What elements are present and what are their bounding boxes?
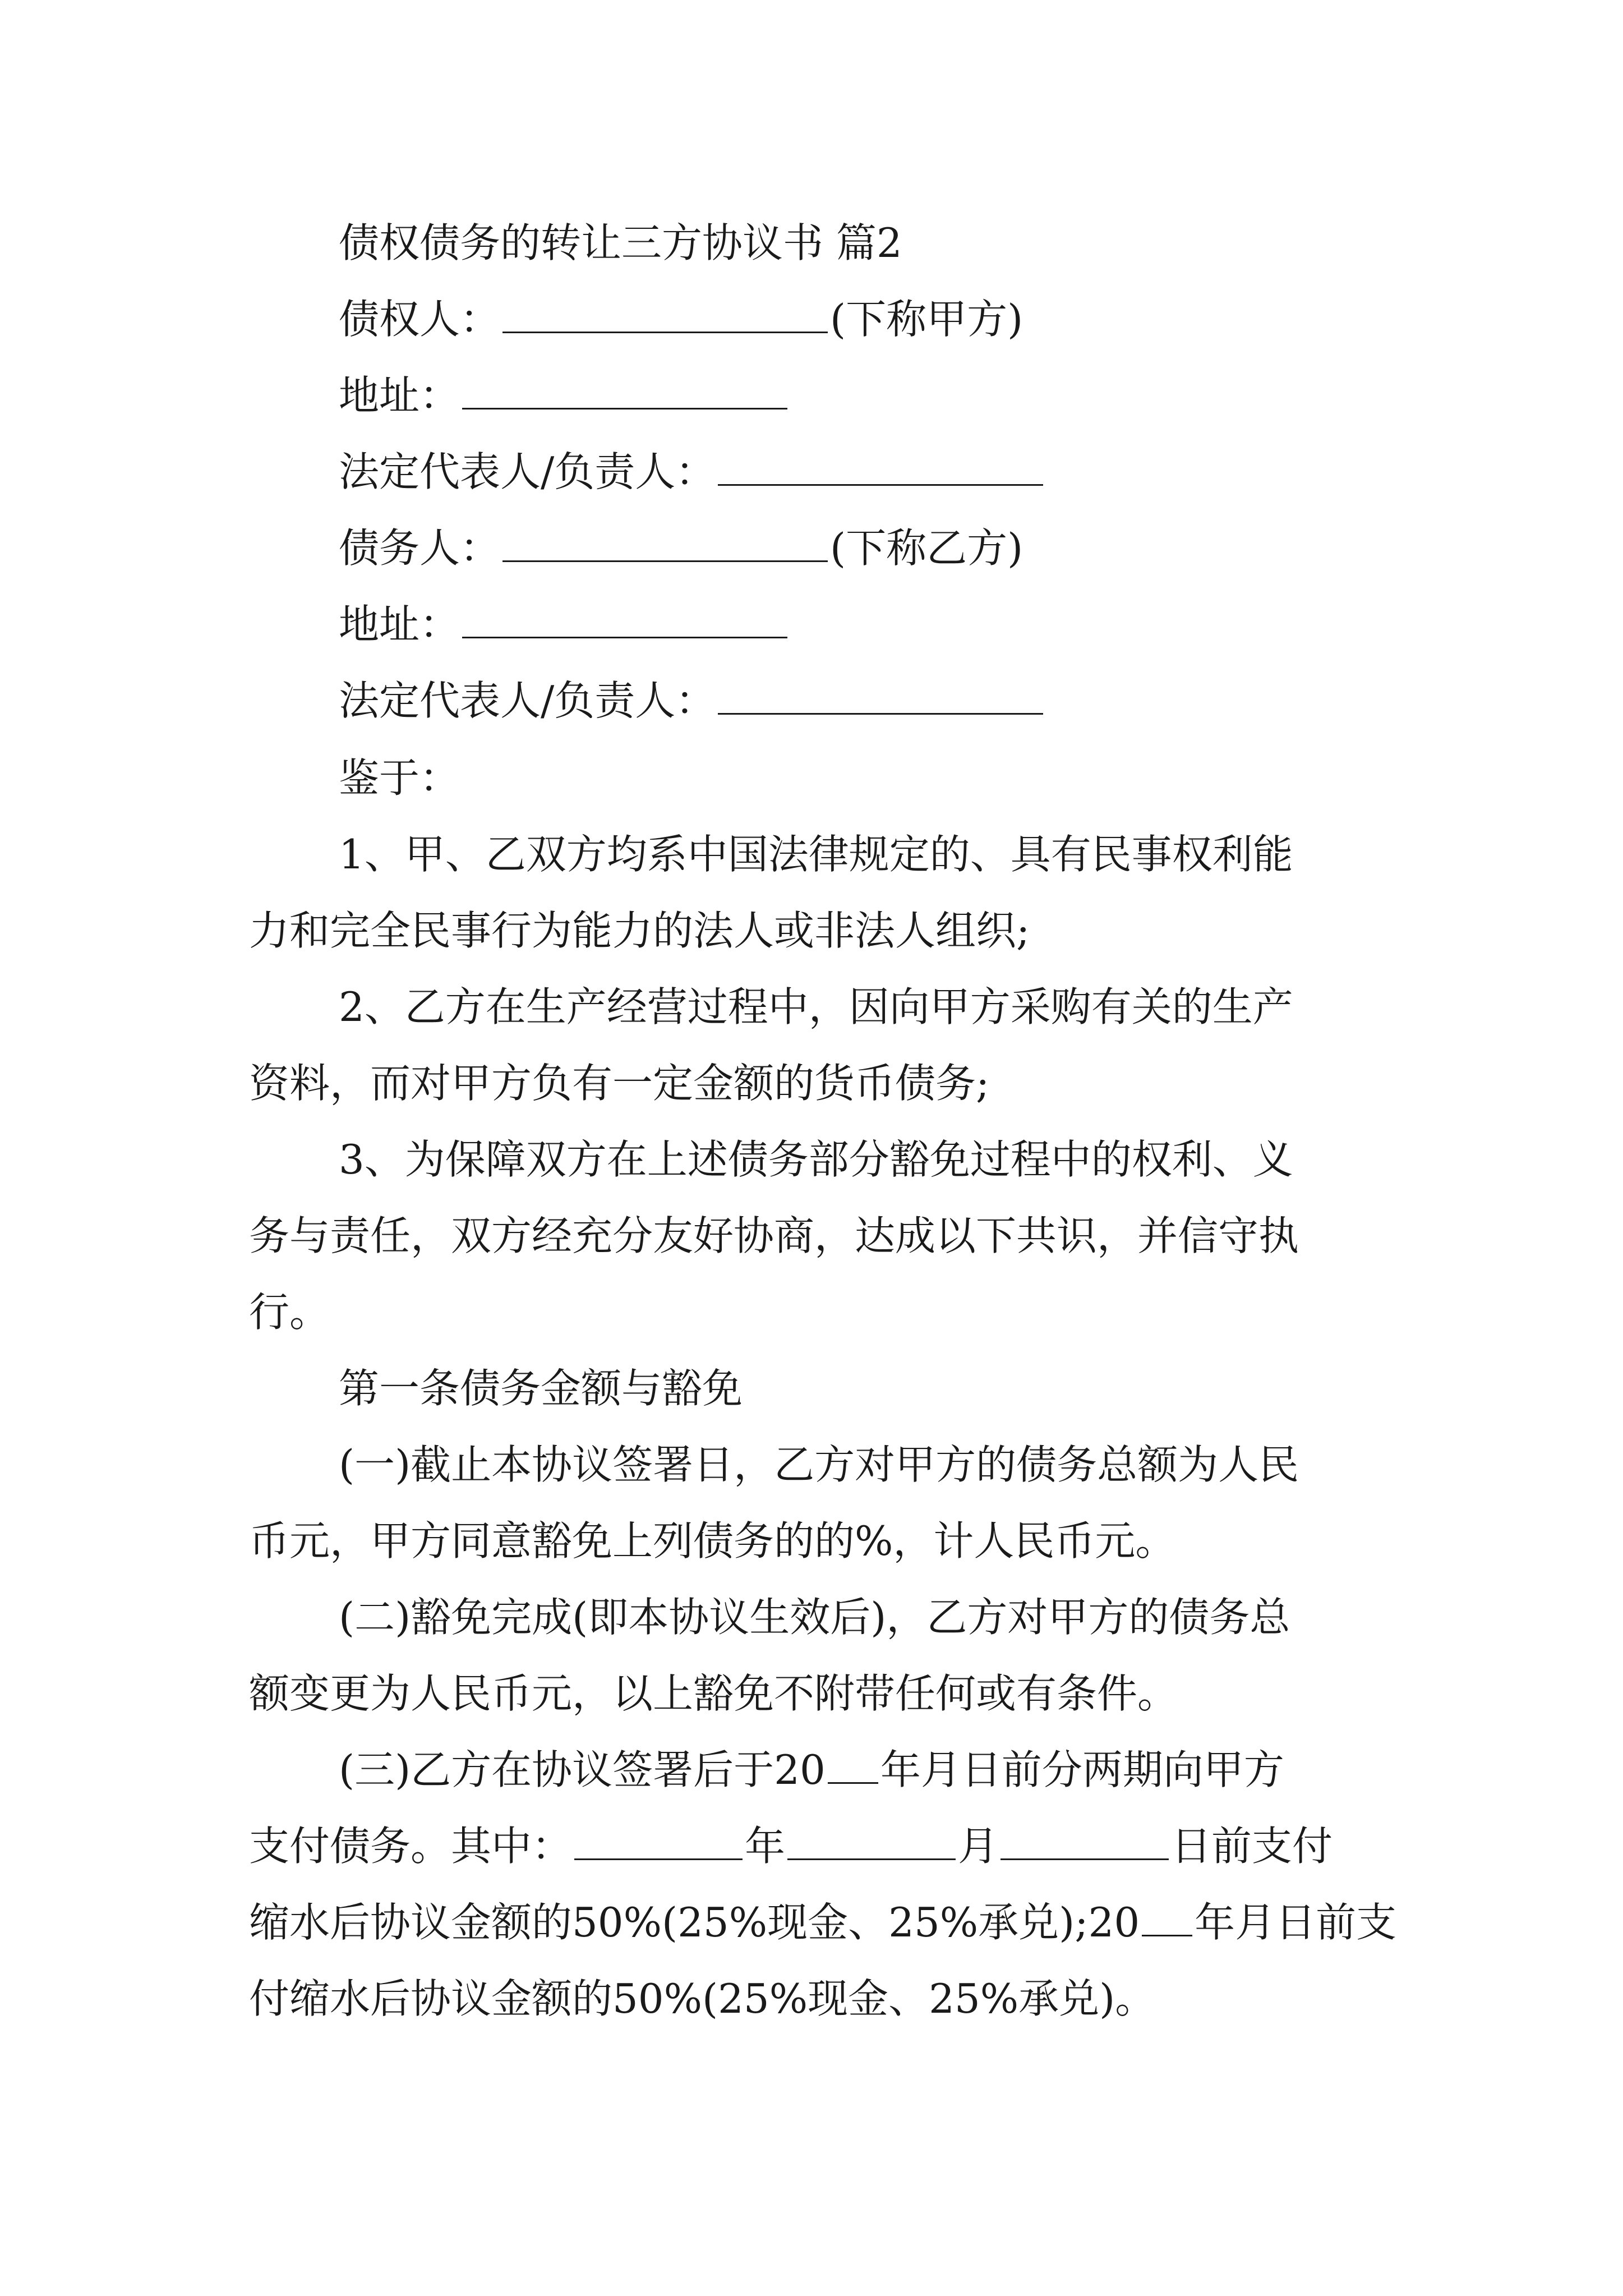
- year-blank: [1142, 1899, 1192, 1936]
- paragraph-line: 付缩水后协议金额的50%(25%现金、25%承兑)。: [249, 1975, 1156, 2022]
- day-blank: [1000, 1823, 1169, 1860]
- paragraph-line: 行。: [249, 1289, 330, 1336]
- creditor-blank: [502, 296, 828, 333]
- address-label: 地址：: [339, 372, 460, 419]
- paragraph-line: 1、甲、乙双方均系中国法律规定的、具有民事权利能: [339, 831, 1293, 878]
- creditor-rep-blank: [718, 448, 1043, 486]
- creditor-line: [339, 294, 1023, 344]
- rep-label: 法定代表人/负责人：: [339, 677, 716, 724]
- debtor-rep-line: [339, 675, 1045, 726]
- creditor-address-line: [339, 370, 790, 421]
- address-label: 地址：: [339, 601, 460, 648]
- debtor-blank: [502, 524, 828, 562]
- debtor-label: 债务人：: [339, 524, 501, 572]
- paragraph-line: 2、乙方在生产经营过程中，因向甲方采购有关的生产: [339, 983, 1293, 1030]
- debtor-line: [339, 523, 1023, 573]
- year-blank: [828, 1746, 878, 1784]
- paragraph-line: 务与责任，双方经充分友好协商，达成以下共识，并信守执: [249, 1212, 1299, 1259]
- rep-label: 法定代表人/负责人：: [339, 448, 716, 495]
- paragraph-line: 3、为保障双方在上述债务部分豁免过程中的权利、义: [339, 1136, 1293, 1183]
- paragraph-line: 力和完全民事行为能力的法人或非法人组织;: [249, 907, 1030, 954]
- whereas-label: 鉴于：: [339, 754, 460, 802]
- paragraph-line: (二)豁免完成(即本协议生效后)，乙方对甲方的债务总: [339, 1594, 1290, 1641]
- paragraph-line: 币元，甲方同意豁免上列债务的的%，计人民币元。: [249, 1517, 1176, 1565]
- debtor-address-blank: [462, 601, 787, 638]
- paragraph-line: 资料，而对甲方负有一定金额的货币债务;: [249, 1060, 990, 1107]
- month-blank: [787, 1823, 956, 1860]
- creditor-rep-line: [339, 447, 1045, 497]
- paragraph-line: 支付债务。其中： 年 月 日前支付: [249, 1823, 1333, 1870]
- creditor-label: 债权人：: [339, 296, 501, 343]
- creditor-address-blank: [462, 372, 787, 409]
- debtor-suffix: (下称乙方): [830, 524, 1023, 572]
- document-title: 债权债务的转让三方协议书 篇2: [339, 219, 902, 266]
- paragraph-line: 缩水后协议金额的50%(25%现金、25%承兑);20 年月日前支: [249, 1899, 1397, 1946]
- paragraph-line: 额变更为人民币元，以上豁免不附带任何或有条件。: [249, 1670, 1178, 1717]
- paragraph-line: (三)乙方在协议签署后于20 年月日前分两期向甲方: [339, 1746, 1284, 1793]
- year-blank: [574, 1823, 743, 1860]
- article-title: 第一条债务金额与豁免: [339, 1365, 743, 1412]
- debtor-rep-blank: [718, 677, 1043, 715]
- paragraph-line: (一)截止本协议签署日，乙方对甲方的债务总额为人民: [339, 1441, 1299, 1488]
- debtor-address-line: [339, 599, 790, 650]
- creditor-suffix: (下称甲方): [830, 296, 1023, 343]
